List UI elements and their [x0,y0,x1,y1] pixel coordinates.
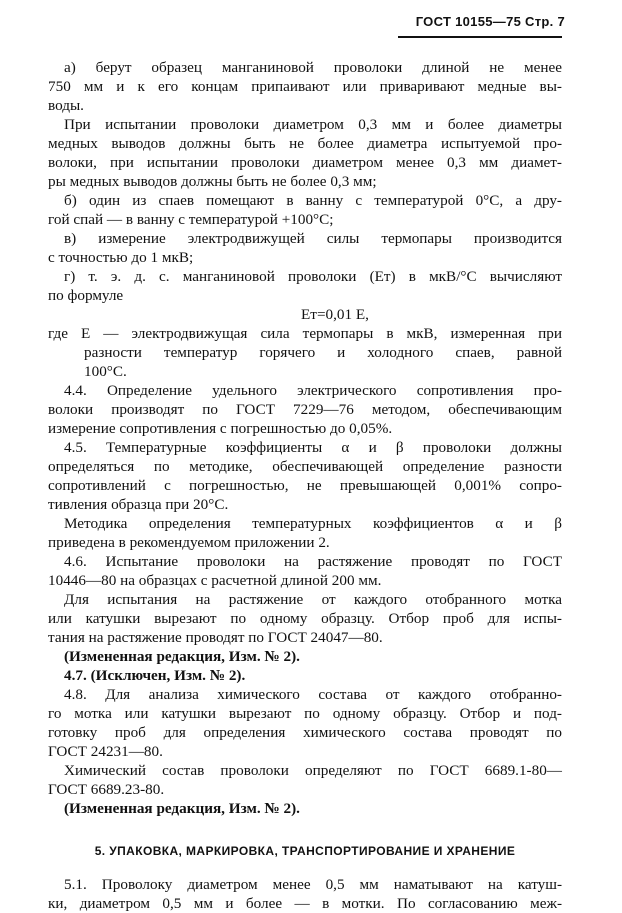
text-line: ГОСТ 24231—80. [48,743,163,760]
text-line: 5.1. Проволоку диаметром менее 0,5 мм наматывают на катуш- [64,876,562,893]
text-line: ры медных выводов должны быть не более 0,3 мм; [48,173,377,190]
text-line: где Е — электродвижущая сила термопары в мкВ, измеренная при [48,325,562,342]
text-line: (Измененная редакция, Изм. № 2). [64,800,300,817]
header-rule [398,36,562,38]
text-line: ки, диаметром 0,5 мм и более — в мотки. По согласованию меж- [48,895,562,912]
section-lines [48,875,562,913]
text-line: 4.8. Для анализа химического состава от каждого отобранно- [64,686,562,703]
text-line: по формуле [48,287,124,304]
text-line: При испытании проволоки диаметром 0,3 мм и более диаметры [64,116,562,133]
paragraph-lines [48,58,562,818]
text-line: 4.4. Определение удельного электрического сопротивления про- [64,382,562,399]
text-line: а) берут образец манганиновой проволоки длиной не менее [64,59,562,76]
text-line: сопротивлений с погрешностью, не превышающей 0,001% сопро- [48,477,562,494]
text-line: с точностью до 1 мкВ; [48,249,194,266]
text-line: разности температур горячего и холодного спаев, равной [84,344,562,361]
section-title: 5. УПАКОВКА, МАРКИРОВКА, ТРАНСПОРТИРОВАНИЕ И ХРАНЕНИЕ [94,844,516,858]
text-line: 10446—80 на образцах с расчетной длиной 200 мм. [48,572,382,589]
text-line: гой спай — в ванну с температурой +100°С; [48,211,334,228]
document-body [48,58,562,913]
text-line: тивления образца при 20°С. [48,496,229,513]
text-line: медных выводов должны быть не более диаметра испытуемой про- [48,135,562,152]
text-line: 750 мм и к его концам припаивают или приваривают медные вы- [48,78,562,95]
text-line: Химический состав проволоки определяют по ГОСТ 6689.1-80— [64,762,562,779]
text-line: б) один из спаев помещают в ванну с температурой 0°С, а дру- [64,192,562,209]
text-line: волоки производят по ГОСТ 7229—76 методом, обеспечивающим [48,401,562,418]
text-line: г) т. э. д. с. манганиновой проволоки (Ет) в мкВ/°С вычисляют [64,268,562,285]
text-line: измерение сопротивления с погрешностью до 0,05%. [48,420,393,437]
text-line: Методика определения температурных коэффициентов α и β [64,515,562,532]
text-line: приведена в рекомендуемом приложении 2. [48,534,330,551]
text-line: 100°С. [84,363,127,380]
text-line: готовку проб для определения химического состава проводят по [48,724,562,741]
text-line: в) измерение электродвижущей силы термопары производится [64,230,562,247]
text-line: (Измененная редакция, Изм. № 2). [64,648,300,665]
text-line: 4.6. Испытание проволоки на растяжение проводят по ГОСТ [64,553,562,570]
text-line: тания на растяжение проводят по ГОСТ 24047—80. [48,629,383,646]
text-line: 4.7. (Исключен, Изм. № 2). [64,667,246,684]
text-line: Ет=0,01 Е, [301,306,369,323]
page-header: ГОСТ 10155—75 Стр. 7 [415,14,565,29]
text-line: го мотка или катушки вырезают по одному образцу. Отбор и под- [48,705,562,722]
text-line: Для испытания на растяжение от каждого отобранного мотка [64,591,562,608]
text-line: или катушки вырезают по одному образцу. Отбор проб для испы- [48,610,562,627]
text-line: воды. [48,97,84,114]
text-line: волоки, при испытании проволоки диаметром менее 0,3 мм диамет- [48,154,562,171]
text-line: определяться по методике, обеспечивающей определение разности [48,458,562,475]
text-line: 4.5. Температурные коэффициенты α и β проволоки должны [64,439,562,456]
text-line: ГОСТ 6689.23-80. [48,781,165,798]
